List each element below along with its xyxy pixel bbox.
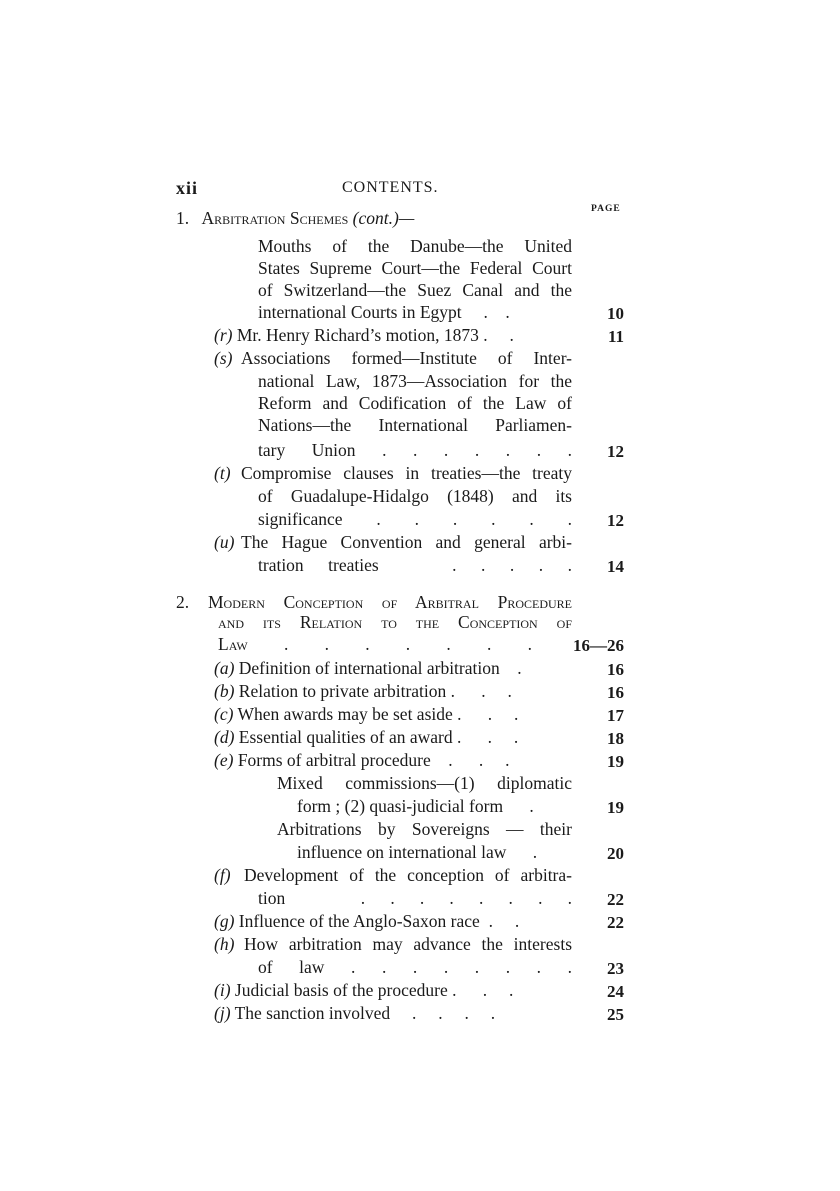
toc-subitem-sovereigns-cont: influence on international law . xyxy=(297,842,538,862)
intro-line-last: international Courts in Egypt . . xyxy=(258,302,510,322)
toc-item-i: (i) Judicial basis of the procedure . . . xyxy=(214,980,514,1000)
intro-line: Mouths of the Danube—the United xyxy=(258,238,572,256)
toc-item-s-cont: national Law, 1873—Association for the Reform and Codification of the Law of Nations—the International Parliamen- xyxy=(258,373,572,435)
section-2-heading-cont: and its Relation to the Conception of xyxy=(218,614,572,632)
toc-item-u-last: tration treaties . . . . . xyxy=(258,557,572,575)
toc-item-h: How arbitration may advance the interests xyxy=(244,936,572,954)
toc-item-t-last: significance . . . . . . xyxy=(258,511,572,529)
page-number: 10 xyxy=(607,304,624,323)
toc-item-d: (d) Essential qualities of an award . . . xyxy=(214,727,519,747)
page-number: 20 xyxy=(607,844,624,863)
intro-line: States Supreme Court—the Federal Court xyxy=(258,260,572,278)
toc-item-s-last: tary Union . . . . . . . xyxy=(258,442,572,460)
page-number: 17 xyxy=(607,706,624,725)
page-number: 22 xyxy=(607,890,624,909)
toc-item-r: (r) Mr. Henry Richard’s motion, 1873 . . xyxy=(214,325,514,345)
item-label: (r) xyxy=(214,325,233,345)
toc-item-b: (b) Relation to private arbitration . . . xyxy=(214,681,512,701)
toc-item-h-label: (h) xyxy=(214,934,235,954)
toc-item-u: The Hague Convention and general arbi- xyxy=(241,534,572,552)
section-1-intro xyxy=(258,238,572,301)
section-2-heading-last: Law . . . . . . . xyxy=(218,636,532,654)
toc-item-c: (c) When awards may be set aside . . . xyxy=(214,704,519,724)
section-2-heading: Modern Conception of Arbitral Procedure xyxy=(208,594,572,612)
toc-subitem-sovereigns: Arbitrations by Sovereigns — their xyxy=(277,821,572,839)
page-number: 23 xyxy=(607,959,624,978)
item-text: Mr. Henry Richard’s motion, 1873 xyxy=(236,325,479,345)
page-column-label: PAGE xyxy=(591,204,621,214)
toc-item-g: (g) Influence of the Anglo-Saxon race . . xyxy=(214,911,520,931)
running-title: CONTENTS. xyxy=(342,179,439,196)
section-1-number: 1. xyxy=(176,208,190,228)
toc-item-t-label: (t) xyxy=(214,463,231,483)
page-number: 11 xyxy=(607,327,624,346)
page-number: 14 xyxy=(607,557,624,576)
page-number: 12 xyxy=(607,442,624,461)
toc-item-j: (j) The sanction involved . . . . xyxy=(214,1003,496,1023)
page-number: 16 xyxy=(607,660,624,679)
toc-subitem-mixed-commissions-cont: form ; (2) quasi-judicial form . xyxy=(297,796,534,816)
toc-item-u-label: (u) xyxy=(214,532,235,552)
section-2-number: 2. xyxy=(176,592,190,612)
page-number: 19 xyxy=(607,798,624,817)
page-number: 16 xyxy=(607,683,624,702)
page-number: 25 xyxy=(607,1005,624,1024)
toc-subitem-mixed-commissions: Mixed commissions—(1) diplomatic xyxy=(277,775,572,793)
page-range: 16—26 xyxy=(573,636,624,655)
page-number: 22 xyxy=(607,913,624,932)
section-1-heading xyxy=(176,210,414,228)
section-1-cont: (cont.)— xyxy=(352,208,415,228)
toc-item-f-last: tion . . . . . . . . xyxy=(258,890,572,908)
page-number: 24 xyxy=(607,982,624,1001)
toc-item-e: (e) Forms of arbitral procedure . . . xyxy=(214,750,510,770)
folio-number: xii xyxy=(176,178,199,198)
toc-item-h-last: of law . . . . . . . . xyxy=(258,959,572,977)
page-number: 19 xyxy=(607,752,624,771)
page-number: 18 xyxy=(607,729,624,748)
page-number: 12 xyxy=(607,511,624,530)
toc-item-a: (a) Definition of international arbitration . xyxy=(214,658,522,678)
toc-item-f-label: (f) xyxy=(214,865,231,885)
section-1-title: Arbitration Schemes xyxy=(201,208,349,228)
toc-item-t-cont: of Guadalupe-Hidalgo (1848) and its xyxy=(258,488,572,506)
toc-item-s-label: (s) xyxy=(214,348,233,368)
toc-item-t: Compromise clauses in treaties—the treaty xyxy=(241,465,572,483)
toc-item-s: Associations formed—Institute of Inter- xyxy=(241,350,572,368)
intro-line: of Switzerland—the Suez Canal and the xyxy=(258,282,572,300)
toc-item-f: Development of the conception of arbitra- xyxy=(244,867,572,885)
